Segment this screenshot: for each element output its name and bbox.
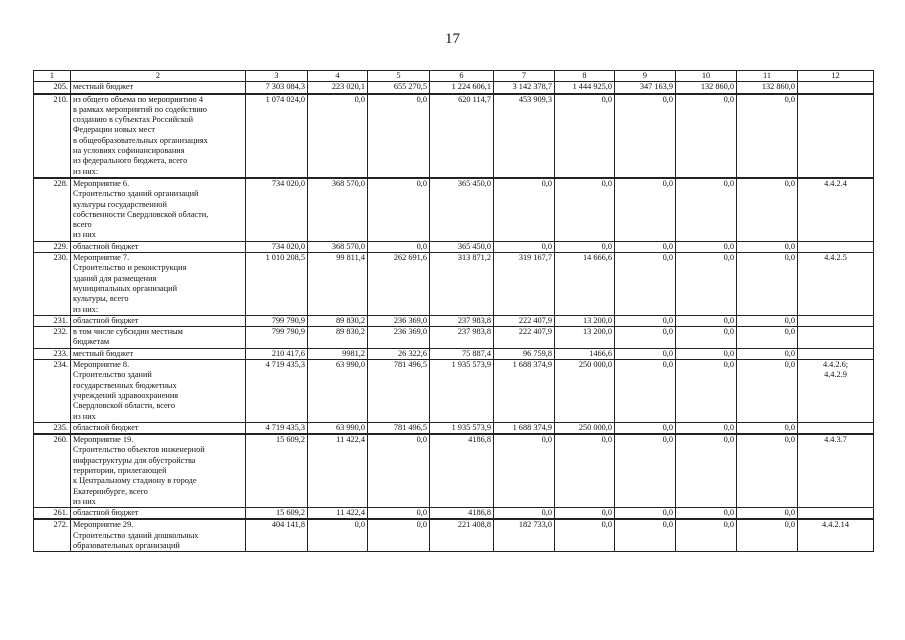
value-cell: 620 114,7 xyxy=(430,94,494,178)
reference-cell xyxy=(798,241,874,252)
value-cell: 7 303 084,3 xyxy=(246,82,308,94)
row-number-cell: 260. xyxy=(34,434,71,508)
value-cell: 453 909,3 xyxy=(494,94,555,178)
value-cell: 262 691,6 xyxy=(368,253,430,316)
value-cell: 0,0 xyxy=(615,253,676,316)
column-number: 11 xyxy=(737,71,798,82)
value-cell: 0,0 xyxy=(615,327,676,349)
description-cell: Мероприятие 19. Строительство объектов инженерной инфраструктуры для обустройства территории, прилегающей к Центральному стадиону в городе Екатеринбурге, всего из них xyxy=(71,434,246,508)
description-cell: в том числе субсидии местным бюджетам xyxy=(71,327,246,349)
value-cell: 63 990,0 xyxy=(308,360,368,423)
value-cell: 1 688 374,9 xyxy=(494,360,555,423)
value-cell: 368 570,0 xyxy=(308,241,368,252)
value-cell: 89 830,2 xyxy=(308,315,368,326)
value-cell: 4186,8 xyxy=(430,508,494,520)
row-number-cell: 228. xyxy=(34,178,71,241)
value-cell: 1 444 925,0 xyxy=(555,82,615,94)
value-cell: 4186,8 xyxy=(430,434,494,508)
value-cell: 0,0 xyxy=(615,434,676,508)
value-cell: 799 790,9 xyxy=(246,327,308,349)
reference-cell xyxy=(798,327,874,349)
table-row xyxy=(34,508,874,520)
value-cell: 0,0 xyxy=(676,253,737,316)
page-number: 17 xyxy=(445,31,460,47)
table-row xyxy=(34,241,874,252)
value-cell: 1 935 573,9 xyxy=(430,360,494,423)
table-row xyxy=(34,348,874,359)
value-cell: 236 369,0 xyxy=(368,327,430,349)
column-number: 1 xyxy=(34,71,71,82)
value-cell: 365 450,0 xyxy=(430,241,494,252)
description-cell: из общего объема по мероприятию 4 в рамках мероприятий по содействию созданию в субъектах Российской Федерации новых мест в общеобразовательных организациях на условиях софинансирования из федерального бюджета, всего из них: xyxy=(71,94,246,178)
row-number-cell: 210. xyxy=(34,94,71,178)
value-cell: 0,0 xyxy=(615,178,676,241)
row-number-cell: 233. xyxy=(34,348,71,359)
value-cell: 0,0 xyxy=(737,327,798,349)
value-cell: 15 609,2 xyxy=(246,508,308,520)
value-cell: 0,0 xyxy=(676,434,737,508)
row-number-cell: 232. xyxy=(34,327,71,349)
value-cell: 1 935 573,9 xyxy=(430,422,494,434)
table-row xyxy=(34,94,874,178)
value-cell: 75 887,4 xyxy=(430,348,494,359)
value-cell: 0,0 xyxy=(676,508,737,520)
value-cell: 237 983,8 xyxy=(430,327,494,349)
value-cell: 0,0 xyxy=(555,94,615,178)
value-cell: 0,0 xyxy=(615,315,676,326)
value-cell: 0,0 xyxy=(676,422,737,434)
reference-cell: 4.4.2.5 xyxy=(798,253,874,316)
value-cell: 0,0 xyxy=(615,241,676,252)
value-cell: 99 811,4 xyxy=(308,253,368,316)
value-cell: 0,0 xyxy=(737,434,798,508)
value-cell: 781 496,5 xyxy=(368,422,430,434)
value-cell: 0,0 xyxy=(494,178,555,241)
row-number-cell: 261. xyxy=(34,508,71,520)
reference-cell xyxy=(798,422,874,434)
value-cell: 96 759,8 xyxy=(494,348,555,359)
value-cell: 11 422,4 xyxy=(308,508,368,520)
value-cell: 0,0 xyxy=(555,519,615,551)
value-cell: 0,0 xyxy=(494,241,555,252)
reference-cell xyxy=(798,348,874,359)
row-number-cell: 231. xyxy=(34,315,71,326)
column-number: 4 xyxy=(308,71,368,82)
value-cell: 13 200,0 xyxy=(555,327,615,349)
value-cell: 89 830,2 xyxy=(308,327,368,349)
value-cell: 223 020,1 xyxy=(308,82,368,94)
value-cell: 0,0 xyxy=(494,508,555,520)
value-cell: 3 142 378,7 xyxy=(494,82,555,94)
value-cell: 0,0 xyxy=(368,178,430,241)
column-number: 3 xyxy=(246,71,308,82)
value-cell: 250 000,0 xyxy=(555,422,615,434)
value-cell: 0,0 xyxy=(308,94,368,178)
column-number: 12 xyxy=(798,71,874,82)
value-cell: 1466,6 xyxy=(555,348,615,359)
reference-cell xyxy=(798,94,874,178)
value-cell: 4 719 435,3 xyxy=(246,422,308,434)
value-cell: 0,0 xyxy=(555,434,615,508)
value-cell: 14 666,6 xyxy=(555,253,615,316)
reference-cell: 4.4.2.6; 4.4.2.9 xyxy=(798,360,874,423)
description-cell: местный бюджет xyxy=(71,348,246,359)
value-cell: 0,0 xyxy=(615,360,676,423)
value-cell: 0,0 xyxy=(676,360,737,423)
value-cell: 237 983,8 xyxy=(430,315,494,326)
description-cell: областной бюджет xyxy=(71,241,246,252)
value-cell: 0,0 xyxy=(737,241,798,252)
table-row xyxy=(34,315,874,326)
row-number-cell: 230. xyxy=(34,253,71,316)
column-number: 8 xyxy=(555,71,615,82)
description-cell: областной бюджет xyxy=(71,315,246,326)
value-cell: 0,0 xyxy=(737,348,798,359)
column-number: 2 xyxy=(71,71,246,82)
value-cell: 250 000,0 xyxy=(555,360,615,423)
value-cell: 0,0 xyxy=(308,519,368,551)
value-cell: 0,0 xyxy=(368,241,430,252)
value-cell: 0,0 xyxy=(737,253,798,316)
value-cell: 0,0 xyxy=(615,348,676,359)
column-number: 5 xyxy=(368,71,430,82)
value-cell: 0,0 xyxy=(368,508,430,520)
value-cell: 26 322,6 xyxy=(368,348,430,359)
value-cell: 0,0 xyxy=(615,422,676,434)
value-cell: 734 020,0 xyxy=(246,241,308,252)
value-cell: 0,0 xyxy=(368,94,430,178)
value-cell: 0,0 xyxy=(555,508,615,520)
reference-cell xyxy=(798,82,874,94)
value-cell: 221 408,8 xyxy=(430,519,494,551)
table-row xyxy=(34,360,874,423)
value-cell: 0,0 xyxy=(737,508,798,520)
row-number-cell: 272. xyxy=(34,519,71,551)
description-cell: областной бюджет xyxy=(71,508,246,520)
description-cell: Мероприятие 6. Строительство зданий организаций культуры государственной собственности Свердловской области, всего из них xyxy=(71,178,246,241)
table-row xyxy=(34,422,874,434)
table-row xyxy=(34,82,874,94)
table-row xyxy=(34,434,874,508)
value-cell: 0,0 xyxy=(676,94,737,178)
value-cell: 655 270,5 xyxy=(368,82,430,94)
column-number-header xyxy=(34,71,874,82)
row-number-cell: 234. xyxy=(34,360,71,423)
table-row xyxy=(34,327,874,349)
value-cell: 313 871,2 xyxy=(430,253,494,316)
value-cell: 799 790,9 xyxy=(246,315,308,326)
value-cell: 222 407,9 xyxy=(494,315,555,326)
column-number: 10 xyxy=(676,71,737,82)
value-cell: 781 496,5 xyxy=(368,360,430,423)
value-cell: 0,0 xyxy=(737,519,798,551)
value-cell: 0,0 xyxy=(676,241,737,252)
value-cell: 0,0 xyxy=(555,178,615,241)
table-row xyxy=(34,178,874,241)
value-cell: 1 224 606,1 xyxy=(430,82,494,94)
value-cell: 734 020,0 xyxy=(246,178,308,241)
description-cell: областной бюджет xyxy=(71,422,246,434)
table-row xyxy=(34,253,874,316)
reference-cell: 4.4.3.7 xyxy=(798,434,874,508)
column-number: 9 xyxy=(615,71,676,82)
value-cell: 13 200,0 xyxy=(555,315,615,326)
value-cell: 132 860,0 xyxy=(737,82,798,94)
value-cell: 0,0 xyxy=(676,327,737,349)
value-cell: 0,0 xyxy=(615,94,676,178)
value-cell: 0,0 xyxy=(494,434,555,508)
budget-table xyxy=(33,70,874,552)
value-cell: 368 570,0 xyxy=(308,178,368,241)
value-cell: 0,0 xyxy=(737,360,798,423)
value-cell: 236 369,0 xyxy=(368,315,430,326)
value-cell: 1 074 024,0 xyxy=(246,94,308,178)
value-cell: 0,0 xyxy=(615,508,676,520)
value-cell: 4 719 435,3 xyxy=(246,360,308,423)
description-cell: Мероприятие 8. Строительство зданий государственных бюджетных учреждений здравоохранения Свердловской области, всего из них xyxy=(71,360,246,423)
value-cell: 0,0 xyxy=(737,94,798,178)
description-cell: Мероприятие 7. Строительство и реконструкция зданий для размещения муниципальных организаций культуры, всего из них: xyxy=(71,253,246,316)
value-cell: 0,0 xyxy=(676,519,737,551)
value-cell: 182 733,0 xyxy=(494,519,555,551)
value-cell: 0,0 xyxy=(676,178,737,241)
value-cell: 319 167,7 xyxy=(494,253,555,316)
description-cell: Мероприятие 29. Строительство зданий дошкольных образовательных организаций xyxy=(71,519,246,551)
value-cell: 15 609,2 xyxy=(246,434,308,508)
value-cell: 63 990,0 xyxy=(308,422,368,434)
column-number: 6 xyxy=(430,71,494,82)
table-row xyxy=(34,519,874,551)
value-cell: 404 141,8 xyxy=(246,519,308,551)
row-number-cell: 235. xyxy=(34,422,71,434)
value-cell: 0,0 xyxy=(737,422,798,434)
value-cell: 0,0 xyxy=(737,315,798,326)
column-number: 7 xyxy=(494,71,555,82)
value-cell: 0,0 xyxy=(737,178,798,241)
value-cell: 9981,2 xyxy=(308,348,368,359)
description-cell: местный бюджет xyxy=(71,82,246,94)
value-cell: 0,0 xyxy=(615,519,676,551)
row-number-cell: 205. xyxy=(34,82,71,94)
reference-cell: 4.4.2.4 xyxy=(798,178,874,241)
row-number-cell: 229. xyxy=(34,241,71,252)
value-cell: 347 163,9 xyxy=(615,82,676,94)
value-cell: 0,0 xyxy=(368,434,430,508)
reference-cell xyxy=(798,508,874,520)
value-cell: 365 450,0 xyxy=(430,178,494,241)
value-cell: 210 417,6 xyxy=(246,348,308,359)
value-cell: 1 010 208,5 xyxy=(246,253,308,316)
value-cell: 222 407,9 xyxy=(494,327,555,349)
value-cell: 0,0 xyxy=(676,315,737,326)
reference-cell: 4.4.2.14 xyxy=(798,519,874,551)
value-cell: 11 422,4 xyxy=(308,434,368,508)
value-cell: 132 860,0 xyxy=(676,82,737,94)
value-cell: 0,0 xyxy=(676,348,737,359)
reference-cell xyxy=(798,315,874,326)
value-cell: 0,0 xyxy=(555,241,615,252)
value-cell: 0,0 xyxy=(368,519,430,551)
value-cell: 1 688 374,9 xyxy=(494,422,555,434)
